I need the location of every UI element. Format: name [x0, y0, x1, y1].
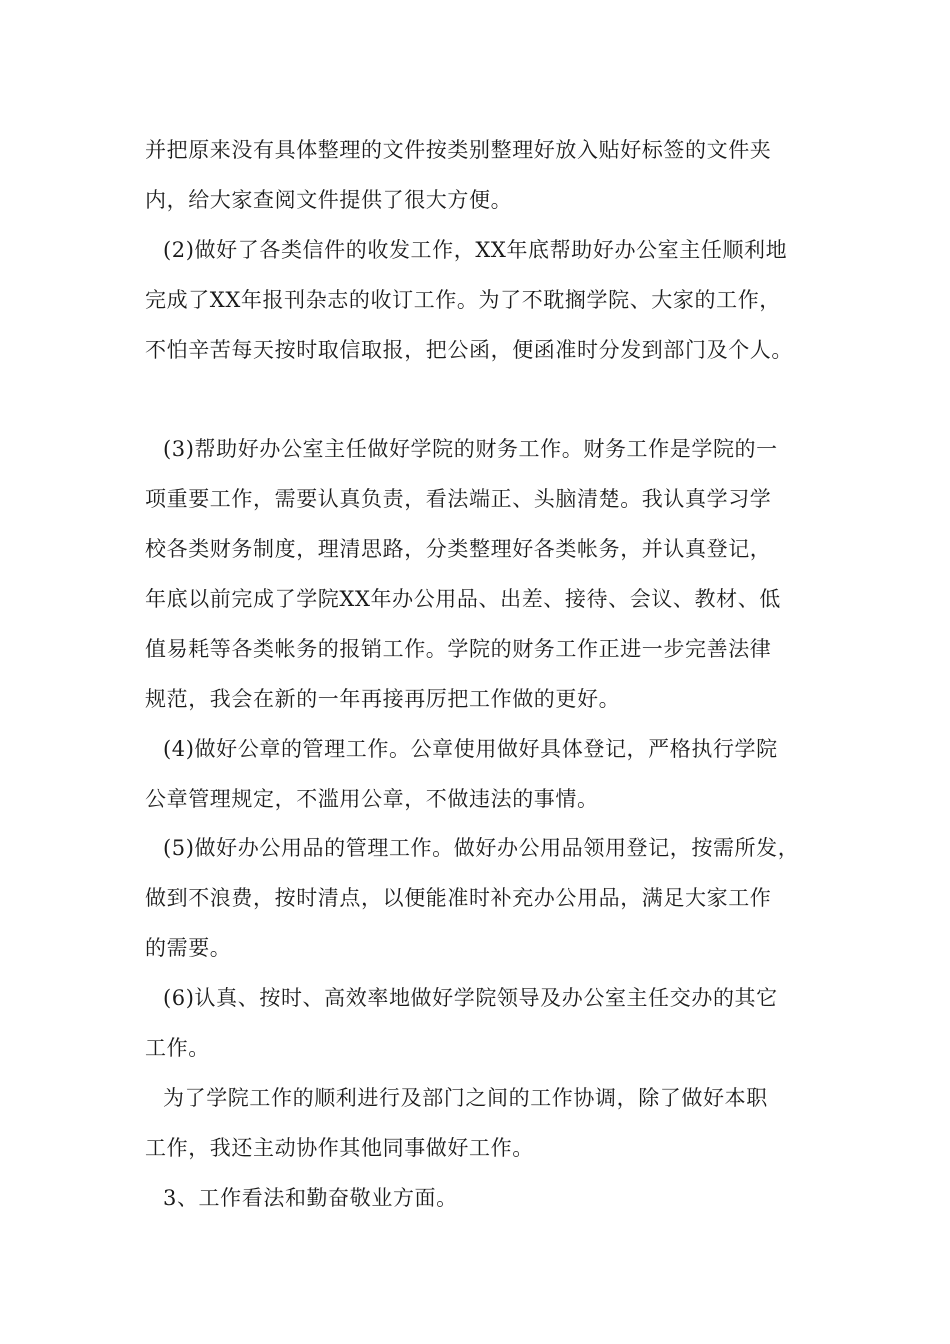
- text-line: 年底以前完成了学院XX年办公用品、出差、接待、会议、教材、低: [145, 587, 781, 611]
- text-line: 并把原来没有具体整理的文件按类别整理好放入贴好标签的文件夹: [145, 138, 772, 162]
- text-line: (2)做好了各类信件的收发工作，XX年底帮助好办公室主任顺利地: [163, 238, 788, 262]
- text-line: 3、工作看法和勤奋敬业方面。: [163, 1186, 458, 1210]
- text-line: 公章管理规定，不滥用公章，不做违法的事情。: [145, 787, 599, 811]
- text-line: 值易耗等各类帐务的报销工作。学院的财务工作正进一步完善法律: [145, 637, 772, 661]
- text-line: 内，给大家查阅文件提供了很大方便。: [145, 188, 513, 212]
- text-line: 的需要。: [145, 936, 232, 960]
- text-line: 工作。: [145, 1036, 210, 1060]
- text-line: 规范，我会在新的一年再接再厉把工作做的更好。: [145, 687, 621, 711]
- text-line: 工作，我还主动协作其他同事做好工作。: [145, 1136, 534, 1160]
- text-line: (4)做好公章的管理工作。公章使用做好具体登记，严格执行学院: [163, 737, 778, 761]
- text-line: 完成了XX年报刊杂志的收订工作。为了不耽搁学院、大家的工作，: [145, 288, 781, 312]
- text-line: 做到不浪费，按时清点，以便能准时补充办公用品，满足大家工作: [145, 886, 772, 910]
- text-line: (6)认真、按时、高效率地做好学院领导及办公室主任交办的其它: [163, 986, 778, 1010]
- text-line: 校各类财务制度，理清思路，分类整理好各类帐务，并认真登记，: [145, 537, 772, 561]
- text-line: 不怕辛苦每天按时取信取报，把公函，便函准时分发到部门及个人。: [145, 338, 793, 362]
- text-line: 项重要工作，需要认真负责，看法端正、头脑清楚。我认真学习学: [145, 487, 772, 511]
- text-line: 为了学院工作的顺利进行及部门之间的工作协调，除了做好本职: [163, 1086, 768, 1110]
- text-line: (5)做好办公用品的管理工作。做好办公用品领用登记，按需所发，: [163, 836, 800, 860]
- text-line: (3)帮助好办公室主任做好学院的财务工作。财务工作是学院的一: [163, 437, 778, 461]
